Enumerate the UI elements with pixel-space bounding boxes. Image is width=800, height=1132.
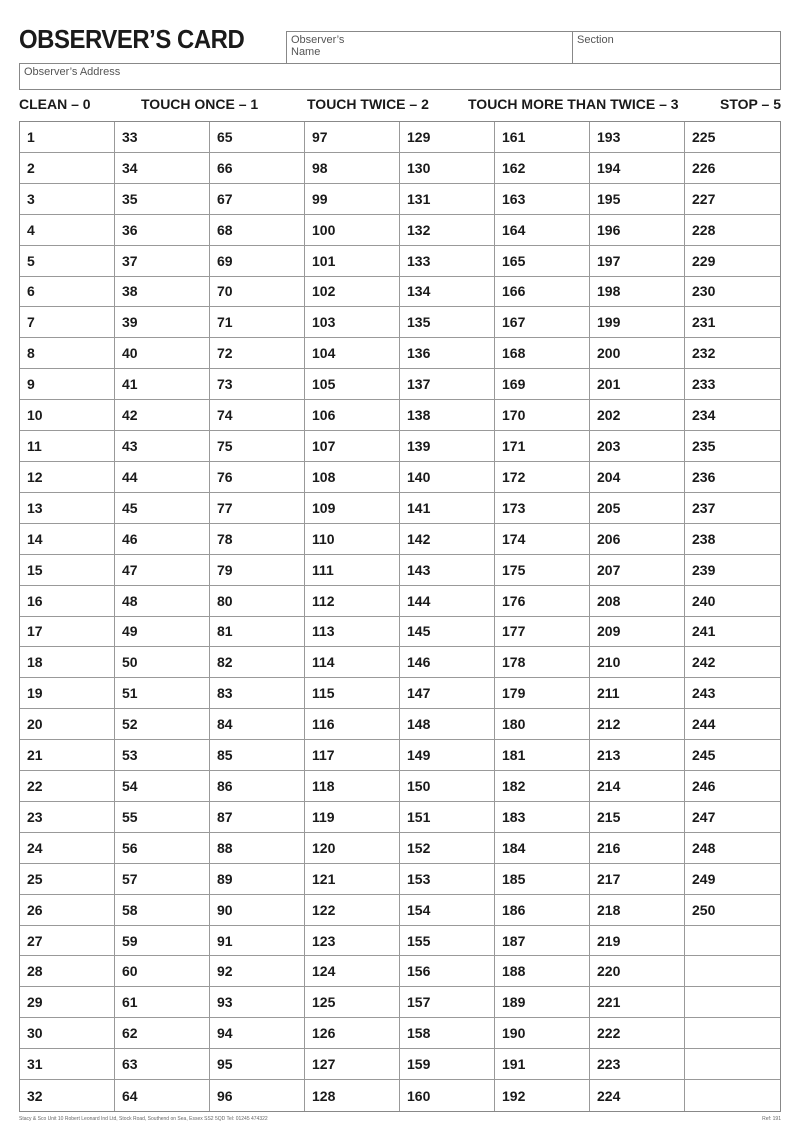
score-cell[interactable]: 146 bbox=[400, 647, 495, 678]
score-cell[interactable]: 172 bbox=[495, 462, 590, 493]
score-cell[interactable]: 86 bbox=[210, 771, 305, 802]
score-cell[interactable]: 12 bbox=[20, 462, 115, 493]
score-cell[interactable]: 191 bbox=[495, 1049, 590, 1080]
score-cell[interactable]: 232 bbox=[685, 338, 780, 369]
score-cell[interactable]: 53 bbox=[115, 740, 210, 771]
score-cell[interactable]: 81 bbox=[210, 617, 305, 648]
score-cell[interactable]: 7 bbox=[20, 307, 115, 338]
score-cell[interactable]: 50 bbox=[115, 647, 210, 678]
score-cell[interactable]: 244 bbox=[685, 709, 780, 740]
score-cell[interactable]: 108 bbox=[305, 462, 400, 493]
score-cell[interactable]: 101 bbox=[305, 246, 400, 277]
scoring-legend bbox=[19, 96, 781, 116]
score-cell[interactable]: 176 bbox=[495, 586, 590, 617]
score-cell[interactable]: 239 bbox=[685, 555, 780, 586]
score-cell[interactable]: 44 bbox=[115, 462, 210, 493]
score-cell[interactable]: 185 bbox=[495, 864, 590, 895]
score-cell[interactable]: 88 bbox=[210, 833, 305, 864]
score-cell[interactable]: 163 bbox=[495, 184, 590, 215]
score-cell[interactable]: 87 bbox=[210, 802, 305, 833]
score-cell[interactable]: 120 bbox=[305, 833, 400, 864]
score-cell[interactable]: 124 bbox=[305, 956, 400, 987]
score-cell[interactable]: 115 bbox=[305, 678, 400, 709]
score-grid bbox=[19, 121, 781, 1112]
section-field[interactable] bbox=[572, 31, 781, 64]
score-cell[interactable]: 60 bbox=[115, 956, 210, 987]
score-cell[interactable]: 22 bbox=[20, 771, 115, 802]
score-cell[interactable]: 235 bbox=[685, 431, 780, 462]
empty-cell[interactable] bbox=[685, 1018, 780, 1049]
score-cell[interactable]: 248 bbox=[685, 833, 780, 864]
score-cell[interactable]: 76 bbox=[210, 462, 305, 493]
score-cell[interactable]: 143 bbox=[400, 555, 495, 586]
score-cell[interactable]: 187 bbox=[495, 926, 590, 957]
score-cell[interactable]: 70 bbox=[210, 277, 305, 308]
score-cell[interactable]: 159 bbox=[400, 1049, 495, 1080]
score-cell[interactable]: 206 bbox=[590, 524, 685, 555]
score-cell[interactable]: 118 bbox=[305, 771, 400, 802]
score-cell[interactable]: 51 bbox=[115, 678, 210, 709]
score-cell[interactable]: 74 bbox=[210, 400, 305, 431]
score-cell[interactable]: 28 bbox=[20, 956, 115, 987]
score-cell[interactable]: 89 bbox=[210, 864, 305, 895]
score-cell[interactable]: 131 bbox=[400, 184, 495, 215]
score-cell[interactable]: 207 bbox=[590, 555, 685, 586]
score-cell[interactable]: 192 bbox=[495, 1080, 590, 1111]
score-cell[interactable]: 95 bbox=[210, 1049, 305, 1080]
score-cell[interactable]: 184 bbox=[495, 833, 590, 864]
score-cell[interactable]: 198 bbox=[590, 277, 685, 308]
observer-name-label: Observer’s Name bbox=[291, 34, 345, 58]
score-cell[interactable]: 3 bbox=[20, 184, 115, 215]
score-cell[interactable]: 41 bbox=[115, 369, 210, 400]
score-cell[interactable]: 61 bbox=[115, 987, 210, 1018]
score-cell[interactable]: 197 bbox=[590, 246, 685, 277]
score-cell[interactable]: 204 bbox=[590, 462, 685, 493]
score-cell[interactable]: 214 bbox=[590, 771, 685, 802]
score-cell[interactable]: 188 bbox=[495, 956, 590, 987]
score-cell[interactable]: 37 bbox=[115, 246, 210, 277]
score-cell[interactable]: 63 bbox=[115, 1049, 210, 1080]
score-cell[interactable]: 43 bbox=[115, 431, 210, 462]
score-cell[interactable]: 211 bbox=[590, 678, 685, 709]
score-cell[interactable]: 114 bbox=[305, 647, 400, 678]
score-cell[interactable]: 229 bbox=[685, 246, 780, 277]
score-cell[interactable]: 5 bbox=[20, 246, 115, 277]
empty-cell[interactable] bbox=[685, 956, 780, 987]
score-cell[interactable]: 77 bbox=[210, 493, 305, 524]
score-cell[interactable]: 164 bbox=[495, 215, 590, 246]
score-cell[interactable]: 4 bbox=[20, 215, 115, 246]
observer-address-label: Observer’s Address bbox=[24, 66, 121, 78]
score-cell[interactable]: 112 bbox=[305, 586, 400, 617]
score-cell[interactable]: 141 bbox=[400, 493, 495, 524]
score-cell[interactable]: 54 bbox=[115, 771, 210, 802]
score-cell[interactable]: 68 bbox=[210, 215, 305, 246]
score-cell[interactable]: 243 bbox=[685, 678, 780, 709]
score-cell[interactable]: 75 bbox=[210, 431, 305, 462]
score-cell[interactable]: 221 bbox=[590, 987, 685, 1018]
legend-clean: CLEAN – 0 bbox=[19, 96, 91, 112]
score-cell[interactable]: 234 bbox=[685, 400, 780, 431]
score-cell[interactable]: 220 bbox=[590, 956, 685, 987]
score-cell[interactable]: 160 bbox=[400, 1080, 495, 1111]
score-cell[interactable]: 103 bbox=[305, 307, 400, 338]
score-cell[interactable]: 56 bbox=[115, 833, 210, 864]
score-cell[interactable]: 107 bbox=[305, 431, 400, 462]
score-cell[interactable]: 155 bbox=[400, 926, 495, 957]
score-cell[interactable]: 122 bbox=[305, 895, 400, 926]
score-cell[interactable]: 199 bbox=[590, 307, 685, 338]
score-cell[interactable]: 90 bbox=[210, 895, 305, 926]
score-cell[interactable]: 135 bbox=[400, 307, 495, 338]
score-cell[interactable]: 209 bbox=[590, 617, 685, 648]
score-cell[interactable]: 102 bbox=[305, 277, 400, 308]
score-cell[interactable]: 66 bbox=[210, 153, 305, 184]
score-cell[interactable]: 173 bbox=[495, 493, 590, 524]
score-cell[interactable]: 123 bbox=[305, 926, 400, 957]
score-cell[interactable]: 31 bbox=[20, 1049, 115, 1080]
score-cell[interactable]: 38 bbox=[115, 277, 210, 308]
score-cell[interactable]: 117 bbox=[305, 740, 400, 771]
score-cell[interactable]: 134 bbox=[400, 277, 495, 308]
score-cell[interactable]: 98 bbox=[305, 153, 400, 184]
score-cell[interactable]: 64 bbox=[115, 1080, 210, 1111]
score-cell[interactable]: 97 bbox=[305, 122, 400, 153]
score-cell[interactable]: 47 bbox=[115, 555, 210, 586]
score-cell[interactable]: 132 bbox=[400, 215, 495, 246]
score-cell[interactable]: 208 bbox=[590, 586, 685, 617]
score-cell[interactable]: 245 bbox=[685, 740, 780, 771]
score-cell[interactable]: 175 bbox=[495, 555, 590, 586]
score-cell[interactable]: 17 bbox=[20, 617, 115, 648]
score-cell[interactable]: 73 bbox=[210, 369, 305, 400]
score-cell[interactable]: 91 bbox=[210, 926, 305, 957]
score-cell[interactable]: 36 bbox=[115, 215, 210, 246]
score-cell[interactable]: 247 bbox=[685, 802, 780, 833]
score-cell[interactable]: 190 bbox=[495, 1018, 590, 1049]
legend-touch-twice: TOUCH TWICE – 2 bbox=[307, 96, 429, 112]
score-cell[interactable]: 127 bbox=[305, 1049, 400, 1080]
score-cell[interactable]: 18 bbox=[20, 647, 115, 678]
score-cell[interactable]: 196 bbox=[590, 215, 685, 246]
score-cell[interactable]: 8 bbox=[20, 338, 115, 369]
score-cell[interactable]: 150 bbox=[400, 771, 495, 802]
score-cell[interactable]: 14 bbox=[20, 524, 115, 555]
score-cell[interactable]: 27 bbox=[20, 926, 115, 957]
score-cell[interactable]: 179 bbox=[495, 678, 590, 709]
score-cell[interactable]: 105 bbox=[305, 369, 400, 400]
publisher-info: Stacy & Sco Unit 10 Robert Leonard Ind Ltd, Stock Road, Southend on Sea, Essex SS2 5QD Tel: 01245 474322 bbox=[19, 1116, 268, 1122]
score-cell[interactable]: 162 bbox=[495, 153, 590, 184]
score-cell[interactable]: 130 bbox=[400, 153, 495, 184]
score-cell[interactable]: 58 bbox=[115, 895, 210, 926]
score-cell[interactable]: 151 bbox=[400, 802, 495, 833]
score-cell[interactable]: 228 bbox=[685, 215, 780, 246]
observer-name-field[interactable] bbox=[286, 31, 573, 64]
score-cell[interactable]: 55 bbox=[115, 802, 210, 833]
score-cell[interactable]: 29 bbox=[20, 987, 115, 1018]
score-cell[interactable]: 139 bbox=[400, 431, 495, 462]
score-cell[interactable]: 94 bbox=[210, 1018, 305, 1049]
score-cell[interactable]: 20 bbox=[20, 709, 115, 740]
legend-stop: STOP – 5 bbox=[720, 96, 781, 112]
score-cell[interactable]: 137 bbox=[400, 369, 495, 400]
score-cell[interactable]: 218 bbox=[590, 895, 685, 926]
score-cell[interactable]: 153 bbox=[400, 864, 495, 895]
score-cell[interactable]: 168 bbox=[495, 338, 590, 369]
reference-number: Ref: 191 bbox=[762, 1116, 781, 1122]
score-cell[interactable]: 154 bbox=[400, 895, 495, 926]
score-cell[interactable]: 178 bbox=[495, 647, 590, 678]
score-cell[interactable]: 129 bbox=[400, 122, 495, 153]
score-cell[interactable]: 222 bbox=[590, 1018, 685, 1049]
score-cell[interactable]: 212 bbox=[590, 709, 685, 740]
score-cell[interactable]: 241 bbox=[685, 617, 780, 648]
card-title: OBSERVER’S CARD bbox=[19, 24, 245, 54]
score-cell[interactable]: 201 bbox=[590, 369, 685, 400]
score-cell[interactable]: 142 bbox=[400, 524, 495, 555]
score-cell[interactable]: 166 bbox=[495, 277, 590, 308]
score-cell[interactable]: 195 bbox=[590, 184, 685, 215]
score-cell[interactable]: 180 bbox=[495, 709, 590, 740]
score-cell[interactable]: 9 bbox=[20, 369, 115, 400]
score-cell[interactable]: 230 bbox=[685, 277, 780, 308]
score-cell[interactable]: 13 bbox=[20, 493, 115, 524]
score-cell[interactable]: 33 bbox=[115, 122, 210, 153]
score-cell[interactable]: 238 bbox=[685, 524, 780, 555]
score-cell[interactable]: 62 bbox=[115, 1018, 210, 1049]
score-cell[interactable]: 174 bbox=[495, 524, 590, 555]
score-cell[interactable]: 6 bbox=[20, 277, 115, 308]
score-cell[interactable]: 48 bbox=[115, 586, 210, 617]
score-cell[interactable]: 145 bbox=[400, 617, 495, 648]
score-cell[interactable]: 183 bbox=[495, 802, 590, 833]
score-cell[interactable]: 34 bbox=[115, 153, 210, 184]
score-cell[interactable]: 186 bbox=[495, 895, 590, 926]
score-cell[interactable]: 138 bbox=[400, 400, 495, 431]
score-cell[interactable]: 219 bbox=[590, 926, 685, 957]
score-cell[interactable]: 93 bbox=[210, 987, 305, 1018]
legend-touch-more: TOUCH MORE THAN TWICE – 3 bbox=[468, 96, 679, 112]
score-cell[interactable]: 223 bbox=[590, 1049, 685, 1080]
score-cell[interactable]: 69 bbox=[210, 246, 305, 277]
score-cell[interactable]: 189 bbox=[495, 987, 590, 1018]
score-cell[interactable]: 106 bbox=[305, 400, 400, 431]
score-cell[interactable]: 240 bbox=[685, 586, 780, 617]
score-cell[interactable]: 35 bbox=[115, 184, 210, 215]
score-cell[interactable]: 96 bbox=[210, 1080, 305, 1111]
score-cell[interactable]: 226 bbox=[685, 153, 780, 184]
score-cell[interactable]: 200 bbox=[590, 338, 685, 369]
score-cell[interactable]: 225 bbox=[685, 122, 780, 153]
score-cell[interactable]: 231 bbox=[685, 307, 780, 338]
score-cell[interactable]: 136 bbox=[400, 338, 495, 369]
score-cell[interactable]: 40 bbox=[115, 338, 210, 369]
score-cell[interactable]: 24 bbox=[20, 833, 115, 864]
score-cell[interactable]: 210 bbox=[590, 647, 685, 678]
legend-touch-once: TOUCH ONCE – 1 bbox=[141, 96, 259, 112]
score-cell[interactable]: 99 bbox=[305, 184, 400, 215]
section-label: Section bbox=[577, 34, 614, 46]
score-cell[interactable]: 250 bbox=[685, 895, 780, 926]
score-cell[interactable]: 182 bbox=[495, 771, 590, 802]
score-cell[interactable]: 80 bbox=[210, 586, 305, 617]
score-cell[interactable]: 16 bbox=[20, 586, 115, 617]
score-cell[interactable]: 46 bbox=[115, 524, 210, 555]
score-cell[interactable]: 194 bbox=[590, 153, 685, 184]
score-cell[interactable]: 156 bbox=[400, 956, 495, 987]
empty-cell[interactable] bbox=[685, 926, 780, 957]
score-cell[interactable]: 49 bbox=[115, 617, 210, 648]
score-cell[interactable]: 113 bbox=[305, 617, 400, 648]
score-cell[interactable]: 224 bbox=[590, 1080, 685, 1111]
observer-address-field[interactable] bbox=[19, 63, 781, 90]
score-cell[interactable]: 92 bbox=[210, 956, 305, 987]
score-cell[interactable]: 39 bbox=[115, 307, 210, 338]
score-cell[interactable]: 15 bbox=[20, 555, 115, 586]
score-cell[interactable]: 57 bbox=[115, 864, 210, 895]
score-cell[interactable]: 119 bbox=[305, 802, 400, 833]
score-cell[interactable]: 79 bbox=[210, 555, 305, 586]
score-cell[interactable]: 109 bbox=[305, 493, 400, 524]
score-cell[interactable]: 202 bbox=[590, 400, 685, 431]
score-cell[interactable]: 30 bbox=[20, 1018, 115, 1049]
score-cell[interactable]: 85 bbox=[210, 740, 305, 771]
score-cell[interactable]: 42 bbox=[115, 400, 210, 431]
score-cell[interactable]: 147 bbox=[400, 678, 495, 709]
score-cell[interactable]: 2 bbox=[20, 153, 115, 184]
score-cell[interactable]: 144 bbox=[400, 586, 495, 617]
score-cell[interactable]: 236 bbox=[685, 462, 780, 493]
score-cell[interactable]: 104 bbox=[305, 338, 400, 369]
score-cell[interactable]: 82 bbox=[210, 647, 305, 678]
score-cell[interactable]: 21 bbox=[20, 740, 115, 771]
score-cell[interactable]: 121 bbox=[305, 864, 400, 895]
score-cell[interactable]: 19 bbox=[20, 678, 115, 709]
score-cell[interactable]: 72 bbox=[210, 338, 305, 369]
score-cell[interactable]: 133 bbox=[400, 246, 495, 277]
score-cell[interactable]: 233 bbox=[685, 369, 780, 400]
empty-cell[interactable] bbox=[685, 1049, 780, 1080]
score-cell[interactable]: 84 bbox=[210, 709, 305, 740]
score-cell[interactable]: 158 bbox=[400, 1018, 495, 1049]
empty-cell[interactable] bbox=[685, 1080, 780, 1111]
score-cell[interactable]: 32 bbox=[20, 1080, 115, 1111]
score-cell[interactable]: 237 bbox=[685, 493, 780, 524]
footer bbox=[19, 1116, 781, 1122]
score-cell[interactable]: 126 bbox=[305, 1018, 400, 1049]
score-cell[interactable]: 71 bbox=[210, 307, 305, 338]
score-cell[interactable]: 59 bbox=[115, 926, 210, 957]
score-cell[interactable]: 83 bbox=[210, 678, 305, 709]
score-cell[interactable]: 213 bbox=[590, 740, 685, 771]
score-cell[interactable]: 215 bbox=[590, 802, 685, 833]
score-cell[interactable]: 157 bbox=[400, 987, 495, 1018]
score-cell[interactable]: 205 bbox=[590, 493, 685, 524]
empty-cell[interactable] bbox=[685, 987, 780, 1018]
score-cell[interactable]: 116 bbox=[305, 709, 400, 740]
score-cell[interactable]: 170 bbox=[495, 400, 590, 431]
score-cell[interactable]: 152 bbox=[400, 833, 495, 864]
score-cell[interactable]: 26 bbox=[20, 895, 115, 926]
score-cell[interactable]: 181 bbox=[495, 740, 590, 771]
score-cell[interactable]: 125 bbox=[305, 987, 400, 1018]
score-cell[interactable]: 52 bbox=[115, 709, 210, 740]
score-cell[interactable]: 111 bbox=[305, 555, 400, 586]
score-cell[interactable]: 148 bbox=[400, 709, 495, 740]
score-cell[interactable]: 23 bbox=[20, 802, 115, 833]
score-cell[interactable]: 10 bbox=[20, 400, 115, 431]
score-cell[interactable]: 78 bbox=[210, 524, 305, 555]
score-cell[interactable]: 161 bbox=[495, 122, 590, 153]
score-cell[interactable]: 45 bbox=[115, 493, 210, 524]
score-cell[interactable]: 167 bbox=[495, 307, 590, 338]
score-cell[interactable]: 1 bbox=[20, 122, 115, 153]
score-cell[interactable]: 169 bbox=[495, 369, 590, 400]
score-cell[interactable]: 203 bbox=[590, 431, 685, 462]
score-cell[interactable]: 149 bbox=[400, 740, 495, 771]
score-cell[interactable]: 140 bbox=[400, 462, 495, 493]
score-cell[interactable]: 246 bbox=[685, 771, 780, 802]
score-cell[interactable]: 171 bbox=[495, 431, 590, 462]
score-cell[interactable]: 217 bbox=[590, 864, 685, 895]
score-cell[interactable]: 65 bbox=[210, 122, 305, 153]
score-cell[interactable]: 100 bbox=[305, 215, 400, 246]
score-cell[interactable]: 110 bbox=[305, 524, 400, 555]
score-cell[interactable]: 128 bbox=[305, 1080, 400, 1111]
score-cell[interactable]: 25 bbox=[20, 864, 115, 895]
score-cell[interactable]: 11 bbox=[20, 431, 115, 462]
score-cell[interactable]: 177 bbox=[495, 617, 590, 648]
score-cell[interactable]: 165 bbox=[495, 246, 590, 277]
score-cell[interactable]: 67 bbox=[210, 184, 305, 215]
score-cell[interactable]: 216 bbox=[590, 833, 685, 864]
score-cell[interactable]: 242 bbox=[685, 647, 780, 678]
score-cell[interactable]: 249 bbox=[685, 864, 780, 895]
score-cell[interactable]: 193 bbox=[590, 122, 685, 153]
score-cell[interactable]: 227 bbox=[685, 184, 780, 215]
